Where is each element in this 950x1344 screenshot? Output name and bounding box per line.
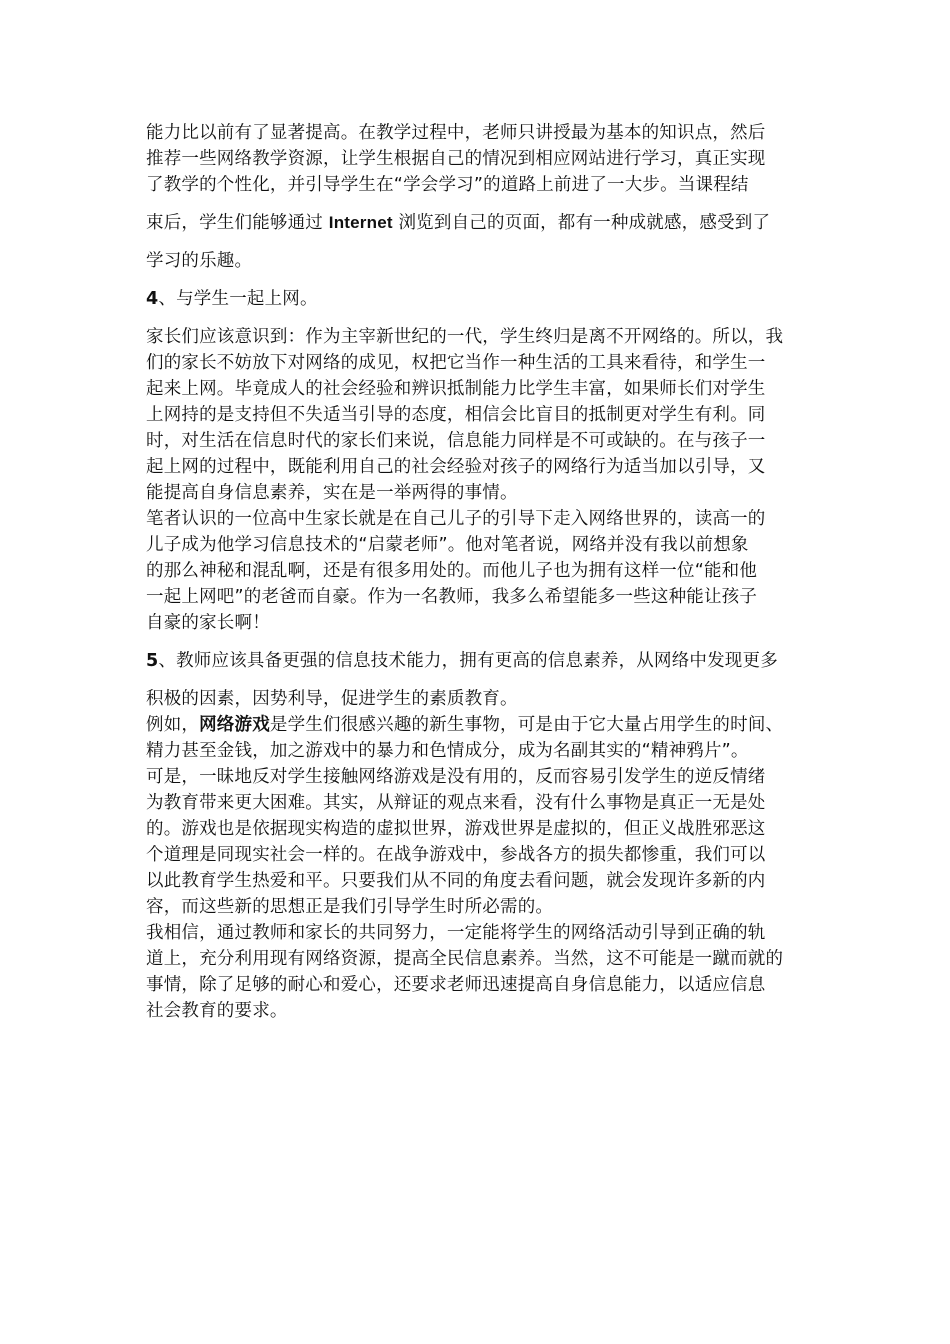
text-line bbox=[146, 712, 822, 738]
paragraph-online-games bbox=[146, 686, 822, 920]
text-segment: 例如， bbox=[146, 715, 200, 735]
text-line: 我相信，通过教师和家长的共同努力，一定能将学生的网络活动引导到正确的轨 bbox=[146, 923, 766, 943]
paragraph-conclusion bbox=[146, 920, 822, 1024]
paragraph-teaching-resources bbox=[146, 120, 822, 198]
text-line: 了教学的个性化，并引导学生在“学会学习”的道路上前进了一大步。当课程结 bbox=[146, 175, 749, 195]
text-segment: 是学生们很感兴趣的新生事物，可是由于它大量占用学生的时间、 bbox=[269, 715, 784, 735]
text-line: 起来上网。毕竟成人的社会经验和辨识抵制能力比学生丰富，如果师长们对学生 bbox=[146, 379, 766, 399]
text-line: 时，对生活在信息时代的家长们来说，信息能力同样是不可或缺的。在与孩子一 bbox=[146, 431, 766, 451]
text-line: 个道理是同现实社会一样的。在战争游戏中，参战各方的损失都惨重，我们可以 bbox=[146, 845, 766, 865]
section-heading-5 bbox=[146, 648, 822, 674]
text-line: 一起上网吧”的老爸而自豪。作为一名教师，我多么希望能多一些这种能让孩子 bbox=[146, 587, 758, 607]
paragraph-course-end-cont bbox=[146, 248, 822, 274]
text-line: 的。游戏也是依据现实构造的虚拟世界，游戏世界是虚拟的，但正义战胜邪恶这 bbox=[146, 819, 766, 839]
text-line: 推荐一些网络教学资源，让学生根据自己的情况到相应网站进行学习，真正实现 bbox=[146, 149, 766, 169]
text-line: 笔者认识的一位高中生家长就是在自己儿子的引导下走入网络世界的，读高一的 bbox=[146, 509, 766, 529]
text-line: 道上，充分利用现有网络资源，提高全民信息素养。当然，这不可能是一蹴而就的 bbox=[146, 949, 784, 969]
internet-term: Internet bbox=[328, 213, 393, 232]
text-line: 上网持的是支持但不失适当引导的态度，相信会比盲目的抵制更对学生有利。同 bbox=[146, 405, 766, 425]
paragraph-parents-awareness bbox=[146, 324, 822, 506]
heading-number: 5 bbox=[146, 651, 159, 671]
section-heading-4 bbox=[146, 286, 822, 312]
paragraph-parent-example bbox=[146, 506, 822, 636]
text-line: 可是，一昧地反对学生接触网络游戏是没有用的，反而容易引发学生的逆反情绪 bbox=[146, 767, 766, 787]
text-line: 容，而这些新的思想正是我们引导学生时所必需的。 bbox=[146, 897, 554, 917]
document-body bbox=[146, 120, 822, 1024]
heading-text: 、与学生一起上网。 bbox=[158, 289, 318, 309]
paragraph-course-end bbox=[146, 210, 822, 236]
text-line: 们的家长不妨放下对网络的成见，权把它当作一种生活的工具来看待，和学生一 bbox=[146, 353, 766, 373]
text-line: 精力甚至金钱，加之游戏中的暴力和色情成分，成为名副其实的“精神鸦片”。 bbox=[146, 741, 749, 761]
text-line: 社会教育的要求。 bbox=[146, 1001, 288, 1021]
text-segment: 束后，学生们能够通过 bbox=[146, 213, 329, 233]
text-line bbox=[146, 648, 822, 674]
text-segment: 浏览到自己的页面，都有一种成就感，感受到了 bbox=[392, 213, 771, 233]
text-line: 能提高自身信息素养，实在是一举两得的事情。 bbox=[146, 483, 518, 503]
text-line: 儿子成为他学习信息技术的“启蒙老师”。他对笔者说，网络并没有我以前想象 bbox=[146, 535, 749, 555]
text-line: 起上网的过程中，既能利用自己的社会经验对孩子的网络行为适当加以引导，又 bbox=[146, 457, 766, 477]
text-line: 能力比以前有了显著提高。在教学过程中，老师只讲授最为基本的知识点，然后 bbox=[146, 123, 766, 143]
text-line bbox=[146, 210, 822, 236]
heading-number: 4 bbox=[146, 289, 159, 309]
text-line: 家长们应该意识到：作为主宰新世纪的一代，学生终归是离不开网络的。所以，我 bbox=[146, 327, 784, 347]
text-line bbox=[146, 286, 822, 312]
online-games-term: 网络游戏 bbox=[199, 715, 270, 735]
text-line: 学习的乐趣。 bbox=[146, 251, 253, 271]
text-line: 事情，除了足够的耐心和爱心，还要求老师迅速提高自身信息能力，以适应信息 bbox=[146, 975, 766, 995]
text-line: 以此教育学生热爱和平。只要我们从不同的角度去看问题，就会发现许多新的内 bbox=[146, 871, 766, 891]
text-line: 积极的因素，因势利导，促进学生的素质教育。 bbox=[146, 689, 518, 709]
heading-text: 、教师应该具备更强的信息技术能力，拥有更高的信息素养，从网络中发现更多 bbox=[158, 651, 778, 671]
text-line: 为教育带来更大困难。其实，从辩证的观点来看，没有什么事物是真正一无是处 bbox=[146, 793, 766, 813]
text-line: 自豪的家长啊！ bbox=[146, 613, 270, 633]
text-line: 的那么神秘和混乱啊，还是有很多用处的。而他儿子也为拥有这样一位“能和他 bbox=[146, 561, 758, 581]
